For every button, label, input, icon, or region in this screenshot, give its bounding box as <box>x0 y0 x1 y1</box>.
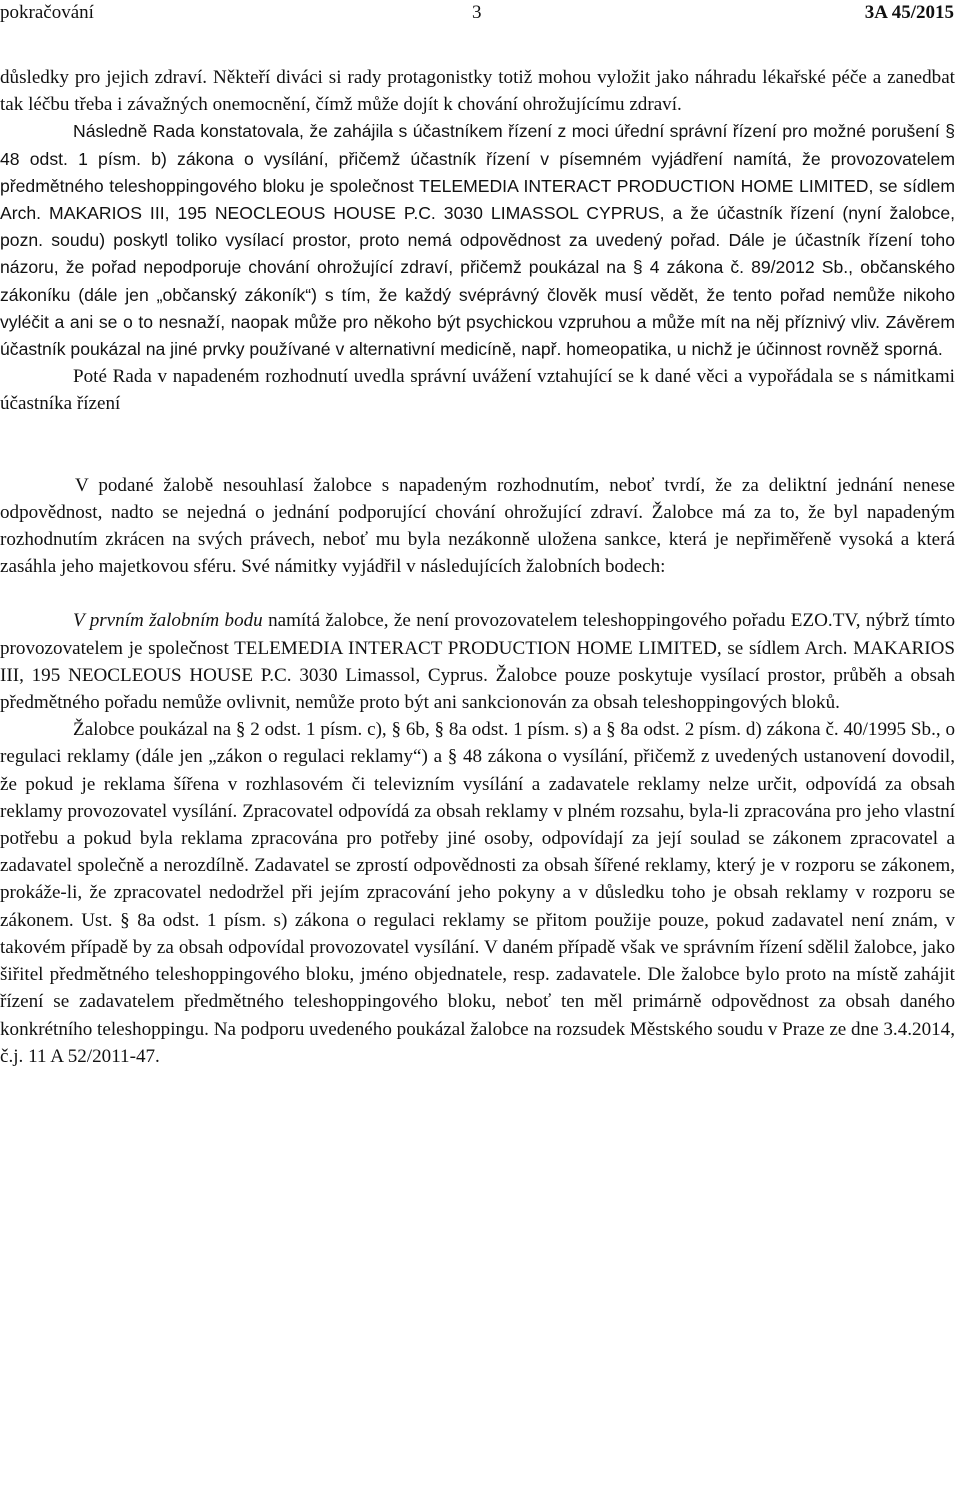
paragraph-spacer <box>0 580 955 607</box>
page-header <box>0 2 960 28</box>
document-body <box>0 64 955 1070</box>
paragraph-2: Následně Rada konstatovala, že zahájila s účastníkem řízení z moci úřední správní řízení pro možné porušení § 48 odst. 1 písm. b) zákona o vysílání, přičemž účastník řízení v písemném vyjádření namítá, že provozovatelem předmětného teleshoppingového bloku je společnost TELEMEDIA INTERACT PRODUCTION HOME LIMITED, se sídlem Arch. MAKARIOS III, 195 NEOCLEOUS HOUSE P.C. 3030 LIMASSOL CYPRUS, a že účastník řízení (nyní žalobce, pozn. soudu) poskytl toliko vysílací prostor, proto nemá odpovědnost za uvedený pořad. Dále je účastník řízení toho názoru, že pořad nepodporuje chování ohrožující zdraví, přičemž poukázal na § 4 zákona č. 89/2012 Sb., občanského zákoníku (dále jen „občanský zákoník“) s tím, že každý svéprávný člověk musí vědět, že tento pořad nemůže nikoho vyléčit a ani se o to nesnaží, naopak může pro někoho být psychickou vzpruhou a může mít na něj příznivý vliv. Závěrem účastník poukázal na jiné prvky používané v alternativní medicíně, např. homeopatika, u nichž je účinnost rovněž sporná. <box>0 121 955 360</box>
claim-point-label: V prvním žalobním bodu <box>73 610 263 632</box>
paragraph-4: V podané žalobě nesouhlasí žalobce s napadeným rozhodnutím, neboť tvrdí, že za deliktní jednání nenese odpovědnost, nadto se nejedná o jednání podporující chování ohrožující zdraví. Žalobce má za to, že byl napadeným rozhodnutím zkrácen na svých právech, neboť mu byla nezákonně uložena sankce, která je nepřiměřeně vysoká a která zasáhla jeho majetkovou sféru. Své námitky vyjádřil v následujících žalobních bodech: <box>0 474 955 578</box>
paragraph-spacer <box>0 418 955 472</box>
paragraph-5-text: namítá žalobce, že není provozovatelem teleshoppingového pořadu EZO.TV, nýbrž tímto provozovatelem je společnost TELEMEDIA INTERACT PRODUCTION HOME LIMITED, se sídlem Arch. MAKARIOS III, 195 NEOCLEOUS HOUSE P.C. 3030 Limassol, Cyprus. Žalobce pouze poskytuje vysílací prostor, průběh a obsah předmětného pořadu nemůže ovlivnit, nemůže proto být ani sankcionován za obsah teleshoppingových bloků. <box>0 610 955 714</box>
page-number: 3 <box>472 2 482 23</box>
paragraph-1: důsledky pro jejich zdraví. Někteří diváci si rady protagonistky totiž mohou vyložit jako náhradu lékařské péče a zanedbat tak léčbu třeba i závažných onemocnění, čímž může dojít k chování ohrožujícímu zdraví. <box>0 67 955 116</box>
header-continuation-label: pokračování <box>0 2 94 23</box>
paragraph-6: Žalobce poukázal na § 2 odst. 1 písm. c), § 6b, § 8a odst. 1 písm. s) a § 8a odst. 2 písm. d) zákona č. 40/1995 Sb., o regulaci reklamy (dále jen „zákon o regulaci reklamy“) a § 48 zákona o vysílání, přičemž z uvedených ustanovení dovodil, že pokud je reklama šířena v rozhlasovém či televizním vysílání a zadavatele reklamy nelze určit, odpovídá za obsah reklamy provozovatel vysílání. Zpracovatel odpovídá za obsah reklamy v plném rozsahu, byla-li zpracována pro jeho vlastní potřebu a pokud byla reklama zpracována pro potřeby jiné osoby, odpovídají za její soulad se zákonem zpracovatel a zadavatel společně a nerozdílně. Zadavatel se zprostí odpovědnosti za obsah šířené reklamy, který je v rozporu se zákonem, prokáže-li, že zpracovatel nedodržel při jejím zpracování jeho pokyny a v důsledku toho je obsah reklamy v rozporu se zákonem. Ust. § 8a odst. 1 písm. s) zákona o regulaci reklamy se přitom použije pouze, pokud zadavatel není znám, v takovém případě by za obsah odpovídal provozovatel vysílání. V daném případě však ve správním řízení sdělil žalobce, jako šiřitel předmětného teleshoppingového bloku, jméno objednatele, resp. zadavatele. Dle žalobce bylo proto na místě zahájit řízení se zadavatelem předmětného teleshoppingového bloku, neboť ten měl primárně odpovědnost za obsah daného konkrétního teleshoppingu. Na podporu uvedeného poukázal žalobce na rozsudek Městského soudu v Praze ze dne 3.4.2014, č.j. 11 A 52/2011-47. <box>0 719 955 1067</box>
case-number: 3A 45/2015 <box>864 2 954 23</box>
paragraph-3: Poté Rada v napadeném rozhodnutí uvedla správní uvážení vztahující se k dané věci a vypořádala se s námitkami účastníka řízení <box>0 366 955 415</box>
paragraph-5 <box>0 607 955 716</box>
